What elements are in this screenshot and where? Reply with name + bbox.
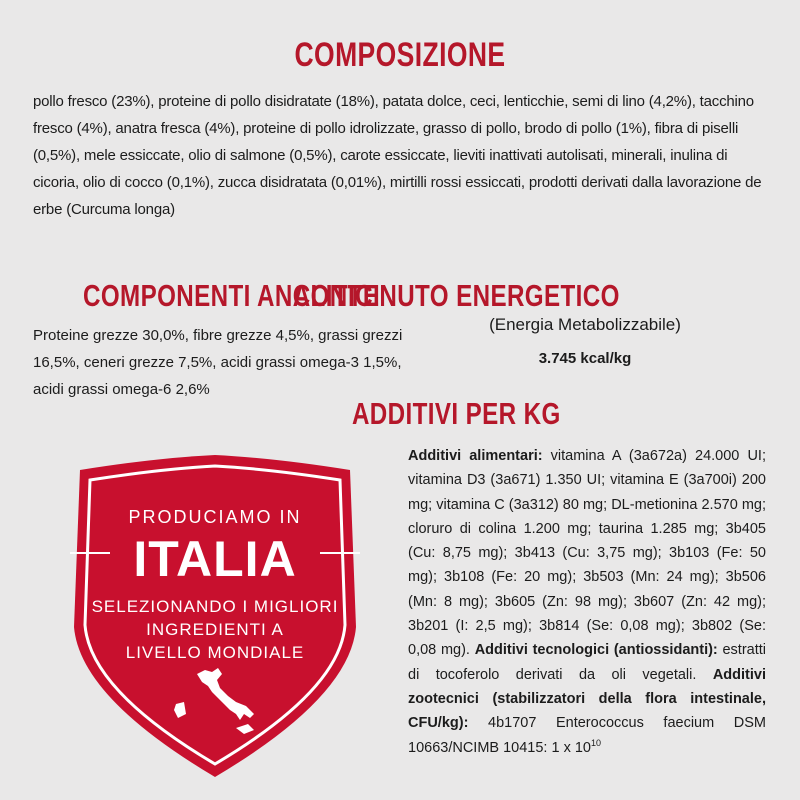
additivi-text [408, 444, 766, 760]
made-in-italy-badge [60, 452, 370, 782]
contenuto-energetico-title: CONTENUTO ENERGETICO [292, 278, 620, 313]
additivi-title: ADDITIVI PER KG [351, 396, 561, 431]
componenti-analitici-text: Proteine grezze 30,0%, fibre grezze 4,5%, grassi grezzi 16,5%, ceneri grezze 7,5%, acidi grassi omega-3 1,5%, acidi grassi omega-6 2,6% [33, 327, 403, 398]
additivi-zootecnici-text: 4b1707 Enterococcus faecium DSM 10663/NCIMB 10415: 1 x 10 [408, 715, 766, 756]
energetico-subtitle: (Energia Metabolizzabile) [489, 315, 681, 334]
energetico-value: 3.745 kcal/kg [538, 350, 632, 367]
additivi-alimentari-text: vitamina A (3a672a) 24.000 UI; vitamina D3 (3a671) 1.350 UI; vitamina E (3a700i) 200 mg; vitamina C (3a312) 80 mg; DL-metionina 2.570 mg; cloruro di colina 1.200 mg; taurina 1.285 mg; 3b405 (Cu: 8,75 mg); 3b413 (Cu: 3,75 mg); 3b103 (Fe: 50 mg); 3b108 (Fe: 20 mg); 3b503 (Mn: 24 mg); 3b506 (Mn: 8 mg); 3b605 (Zn: 98 mg); 3b607 (Zn: 42 mg); 3b201 (I: 2,5 mg); 3b814 (Se: 0,08 mg); 3b802 (Se: 0,08 mg). [408, 448, 766, 659]
exponent: 10 [590, 737, 601, 748]
additivi-tecnologici-text: estratti di tocoferolo derivati da oli vegetali. [408, 642, 767, 683]
badge-italia-text: ITALIA [133, 531, 297, 587]
composizione-text: pollo fresco (23%), proteine di pollo disidratate (18%), patata dolce, ceci, lenticchie, semi di lino (4,2%), tacchino fresco (4%), anatra fresca (4%), proteine di pollo idrolizzate, grasso di pollo, brodo di pollo (1%), fibra di piselli (0,5%), mele essiccate, olio di salmone (0,5%), carote essiccate, lieviti inattivati autolisati, minerali, inulina di cicoria, olio di cocco (0,1%), zucca disidratata (0,01%), mirtilli rossi essiccati, prodotti derivati dalla lavorazione de erbe (Curcuma longa) [33, 93, 762, 218]
badge-line-2: INGREDIENTI A [146, 620, 284, 639]
badge-line-1: SELEZIONANDO I MIGLIORI [91, 597, 339, 616]
badge-top-text: PRODUCIAMO IN [128, 507, 302, 527]
additivi-tecnologici-label: Additivi tecnologici (antiossidanti): [474, 642, 718, 659]
additivi-zootecnici-label: Additivi zootecnici (stabilizzatori della flora intestinale, CFU/kg): [408, 666, 766, 732]
additivi-alimentari-label: Additivi alimentari: [408, 448, 543, 464]
componenti-analitici-title: COMPONENTI ANALITICI [83, 278, 381, 313]
composizione-title: COMPOSIZIONE [294, 36, 506, 74]
badge-line-3: LIVELLO MONDIALE [125, 643, 305, 662]
